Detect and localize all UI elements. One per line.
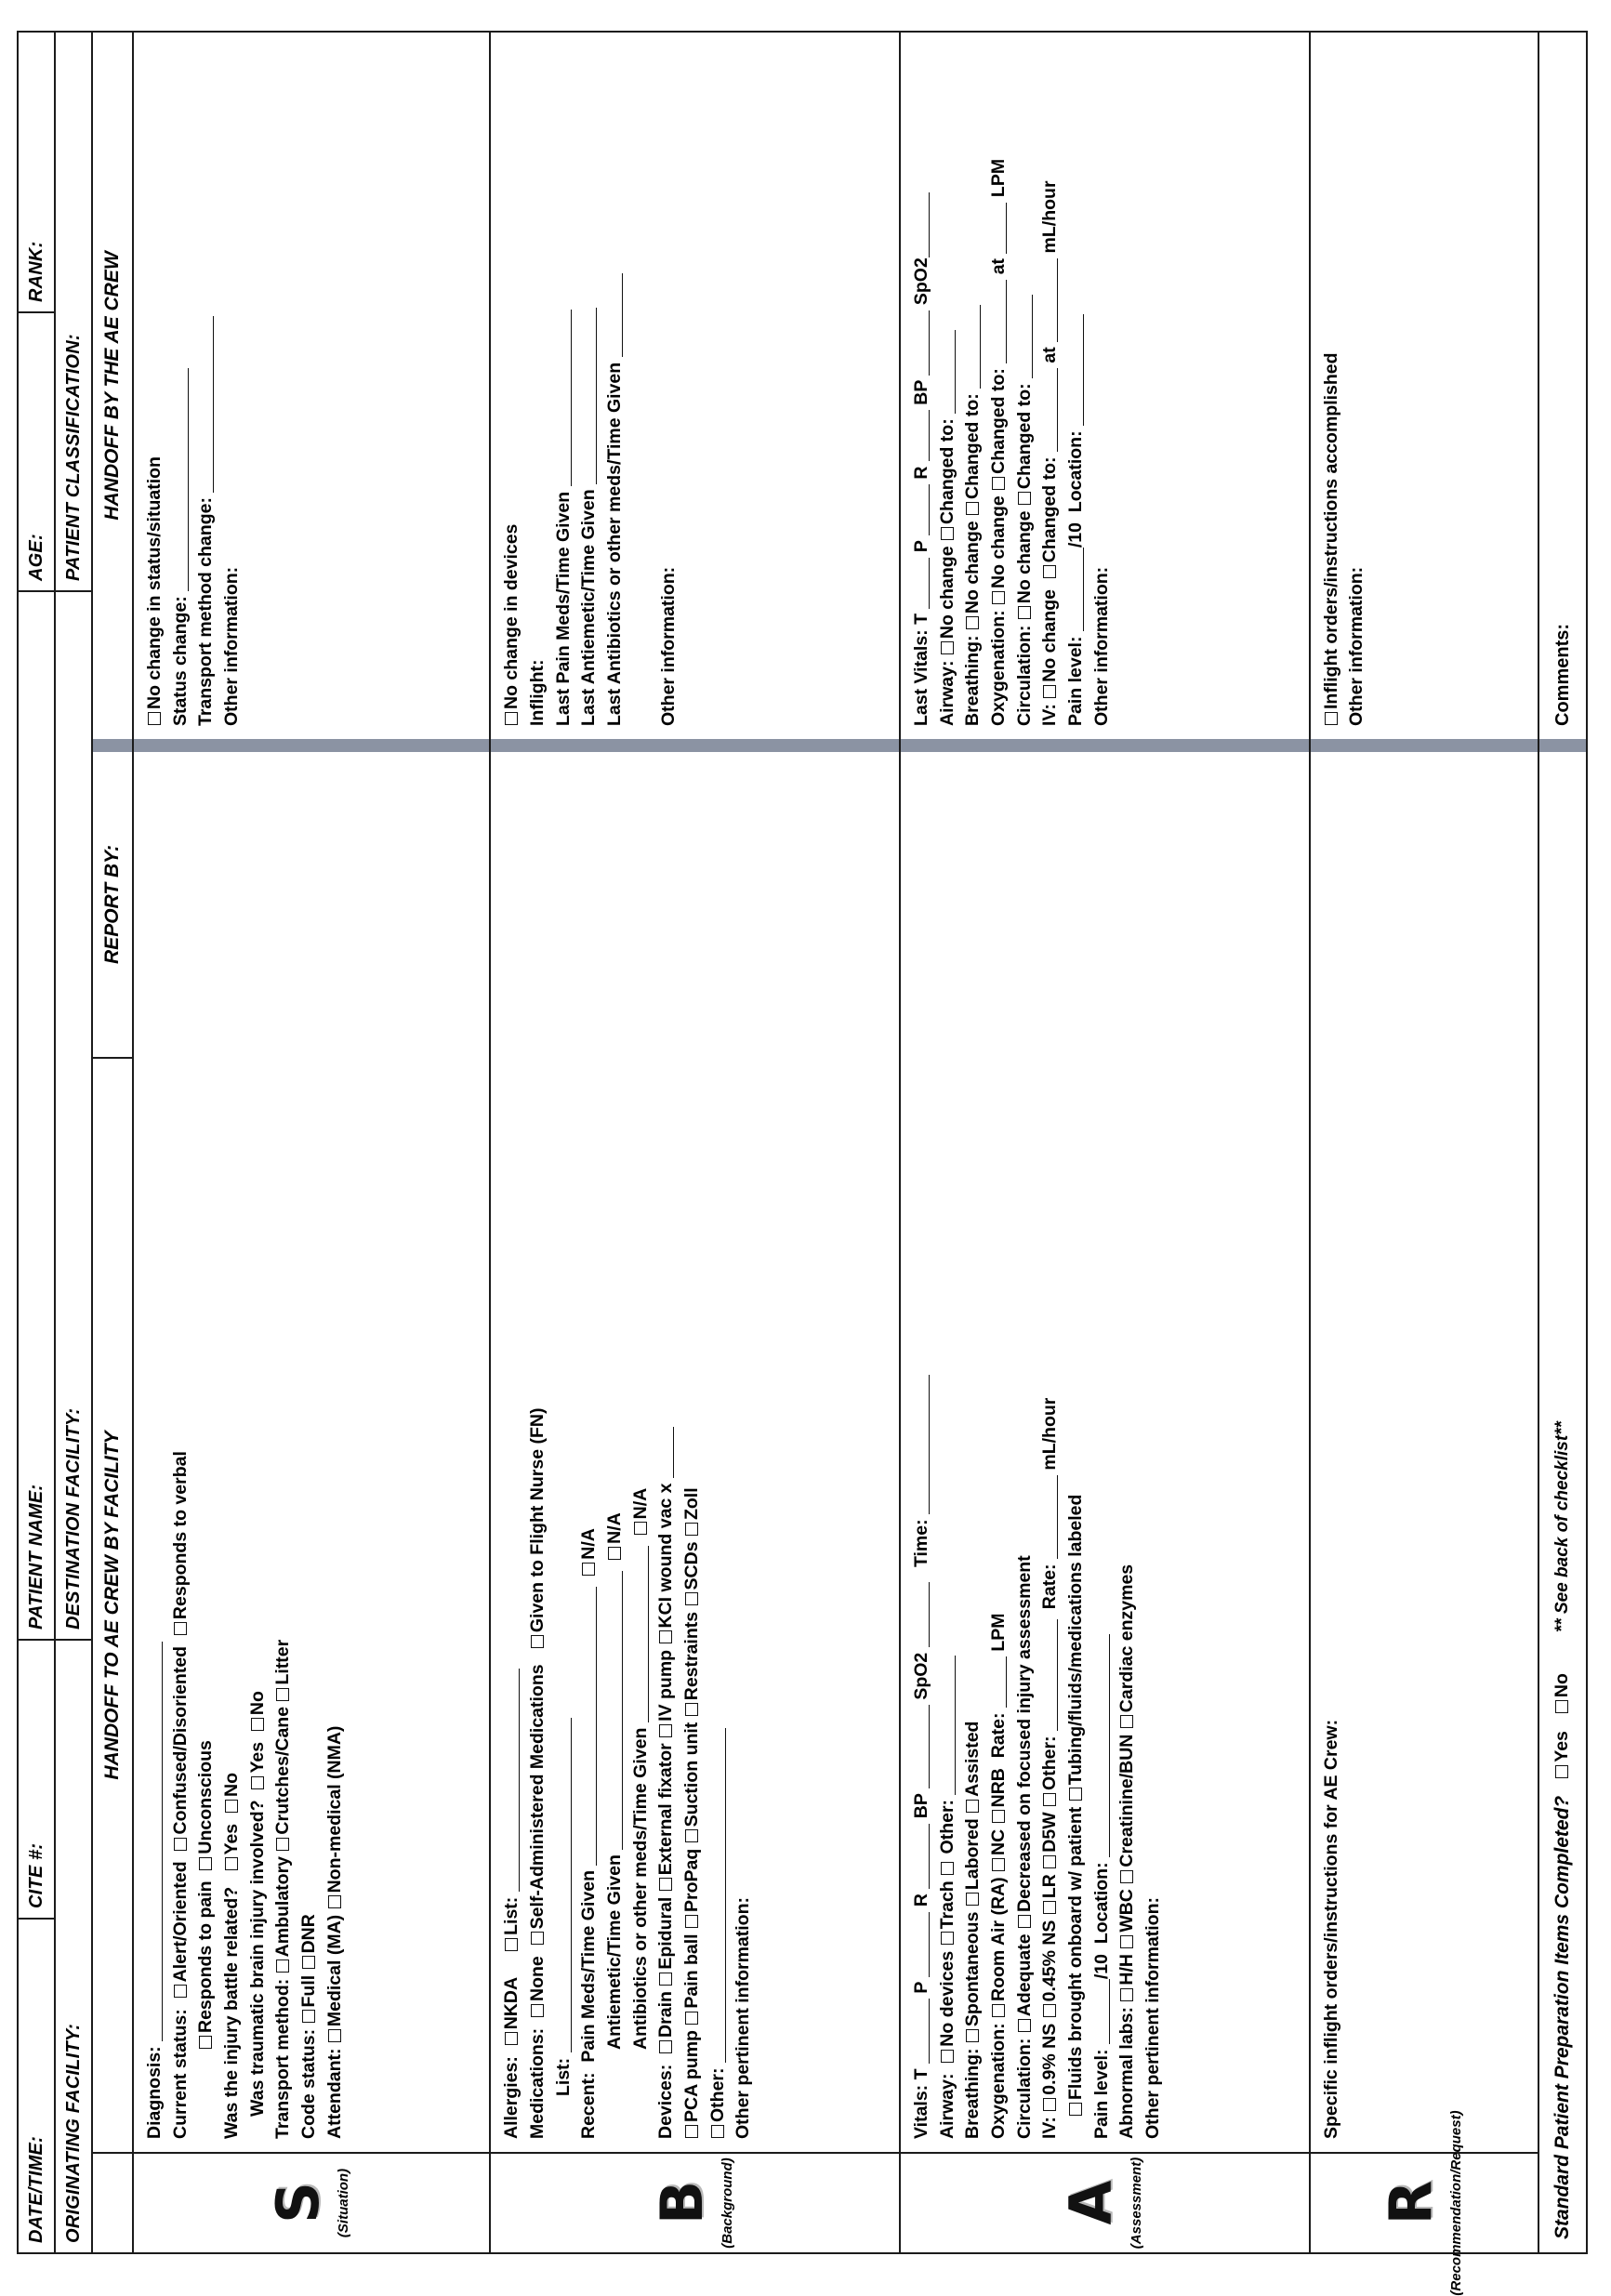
iv-field[interactable]: IV: 0.9% NS 0.45% NS LR D5W Other: Rate: mL/hour [1039,1397,1061,2139]
last-vitals-field[interactable]: Last Vitals: T P R BP SpO2 [909,46,935,726]
standard-prep-no[interactable]: No [1550,1673,1576,1714]
field-destination-facility[interactable]: DESTINATION FACILITY: [56,590,91,1639]
devices-other-field[interactable]: Other: [706,763,732,2139]
standard-prep-yes[interactable]: Yes [1550,1731,1576,1779]
oxygenation-change-field[interactable]: Oxygenation: No change Changed to: at LPM [988,158,1009,726]
column-header-spacer [93,2152,132,2252]
oxygenation-field[interactable]: Oxygenation: Room Air (RA) NC NRB Rate: LPM [988,1613,1009,2139]
column-header-row [93,33,134,2252]
see-back-note: ** See back of checklist** [1552,1421,1573,1633]
letter-sub-b: (Background) [719,2157,735,2249]
assessment-right-pane [901,33,1309,739]
status-change-field[interactable]: Status change: [168,46,194,726]
field-rank[interactable]: RANK: [25,241,46,302]
tbi-field[interactable]: Was traumatic brain injury involved? Yes No [246,1691,268,2117]
handoff-by-ae-crew-title: HANDOFF BY THE AE CREW [101,251,123,521]
field-age[interactable]: AGE: [19,311,54,590]
handoff-to-ae-crew-title: HANDOFF TO AE CREW BY FACILITY [101,1431,123,1780]
background-right-pane [491,33,899,739]
section-letter-s [134,2152,489,2252]
medications-field[interactable]: Medications: None Self-Administered Medications Given to Flight Nurse (FN) [526,1407,548,2139]
battle-related-field[interactable]: Was the injury battle related? Yes No [221,1773,243,2139]
recent-pain-meds-field[interactable]: Recent: Pain Meds/Time Given N/A [578,1528,600,2139]
letter-sub-s: (Situation) [336,2168,352,2238]
letter-glyph-r: R [1376,2181,1445,2225]
airway-change-field[interactable]: Airway: No change Changed to: [935,46,961,726]
footer-left [1539,739,1586,2252]
letter-glyph-a: A [1057,2181,1126,2225]
vitals-field[interactable]: Vitals: T P R BP SpO2 Time: [909,763,935,2139]
current-status-field[interactable]: Current status: Alert/Oriented Confused/Disoriented Responds to verbal [169,1451,191,2139]
devices-field-row1[interactable]: Devices: Drain Epidural External fixator IV pump KCI wound vac x [654,763,680,2139]
section-background [491,33,901,2252]
fluids-onboard-field[interactable]: Fluids brought onboard w/ patient Tubing/fluids/medications labeled [1063,763,1089,2139]
background-other-information-label: Other information: [657,566,679,726]
situation-left-pane [134,739,489,2152]
pain-level-field[interactable]: Pain level: /10 Location: [1089,763,1116,2139]
section-letter-a [901,2152,1309,2252]
allergies-field[interactable]: Allergies: NKDA List: [499,763,525,2139]
column-header-left [93,739,132,2152]
diagnosis-field[interactable]: Diagnosis: [142,763,168,2139]
circulation-field[interactable]: Circulation: Adequate Decreased on focused injury assessment [1013,1555,1035,2139]
field-cite-number[interactable]: CITE #: [19,1639,54,1918]
devices-field-row2[interactable]: PCA pump Pain ball ProPaq Suction unit Restraints SCDs Zoll [680,763,706,2139]
field-originating-facility[interactable]: ORIGINATING FACILITY: [56,1639,91,2252]
medications-list-field[interactable]: List: [551,763,577,2139]
inflight-label: Inflight: [526,659,548,726]
footer-row [1538,33,1586,2252]
comments-label: Comments: [1552,623,1573,726]
header-row-1 [19,33,56,2252]
assessment-other-information-label: Other information: [1090,566,1112,726]
abnormal-labs-field[interactable]: Abnormal labs: H/H WBC Creatinine/BUN Cardiac enzymes [1116,1564,1138,2139]
standard-prep-label: Standard Patient Preparation Items Completed? [1552,1795,1574,2239]
no-change-devices-checkbox[interactable]: No change in devices [499,46,525,726]
letter-sub-r: (Recommendation/Request) [1447,2110,1464,2296]
no-change-status-checkbox[interactable]: No change in status/situation [142,46,168,726]
letter-sub-a: (Assessment) [1129,2157,1145,2250]
letter-glyph-b: B [647,2181,716,2225]
field-patient-name[interactable]: PATIENT NAME: [19,590,54,1639]
recommendation-other-information-label: Other information: [1346,566,1367,726]
recommendation-right-pane [1311,33,1538,739]
section-recommendation [1311,33,1538,2296]
last-antiemetic-field[interactable]: Last Antiemetic/Time Given [576,46,602,726]
recent-antibiotics-field[interactable]: Antibiotics or other meds/Time Given N/A [629,1487,651,2050]
current-status-field-2[interactable]: Responds to pain Unconscious [193,763,219,2139]
attendant-field[interactable]: Attendant: Medical (MA) Non-medical (NMA) [324,1725,345,2139]
transport-method-field[interactable]: Transport method: Ambulatory Crutches/Cane Litter [272,1639,294,2139]
section-letter-r [1311,2110,1538,2296]
last-pain-meds-field[interactable]: Last Pain Meds/Time Given [551,46,577,726]
pain-level-change-field[interactable]: Pain level: /10 Location: [1063,46,1089,726]
breathing-field[interactable]: Breathing: Spontaneous Labored Assisted [962,1721,984,2139]
background-other-pertinent-label: Other pertinent information: [733,1897,754,2139]
header-row-2 [56,33,93,2252]
footer-right [1552,33,1574,739]
circulation-change-field[interactable]: Circulation: No change Changed to: [1012,46,1038,726]
section-situation [134,33,491,2252]
situation-right-pane [134,33,489,739]
recommendation-left-pane [1311,739,1538,2152]
report-by-label: REPORT BY: [93,752,132,1059]
situation-other-information-label: Other information: [221,566,243,726]
last-antibiotics-field[interactable]: Last Antibiotics or other meds/Time Given [602,46,628,726]
section-letter-b [491,2152,899,2252]
assessment-left-pane [901,739,1309,2152]
breathing-change-field[interactable]: Breathing: No change Changed to: [960,46,986,726]
background-left-pane [491,739,899,2152]
letter-glyph-s: S [264,2183,333,2223]
recent-antiemetic-field[interactable]: Antiemetic/Time Given N/A [604,1512,626,2050]
iv-change-field[interactable]: IV: No change Changed to: at mL/hour [1039,180,1061,726]
assessment-other-pertinent-label: Other pertinent information: [1142,1897,1164,2139]
field-date-time[interactable]: DATE/TIME: [19,1918,54,2252]
field-patient-classification[interactable]: PATIENT CLASSIFICATION: [62,334,84,581]
code-status-field[interactable]: Code status: Full DNR [298,1914,320,2139]
orders-accomplished-checkbox[interactable]: Inflight orders/instructions accomplished [1319,46,1345,726]
section-assessment [901,33,1311,2252]
airway-field[interactable]: Airway: No devices Trach Other: [935,763,961,2139]
sbar-handoff-form [17,31,1588,2296]
specific-inflight-orders-label: Specific inflight orders/instructions for AE Crew: [1320,1719,1341,2139]
transport-method-change-field[interactable]: Transport method change: [193,46,219,726]
